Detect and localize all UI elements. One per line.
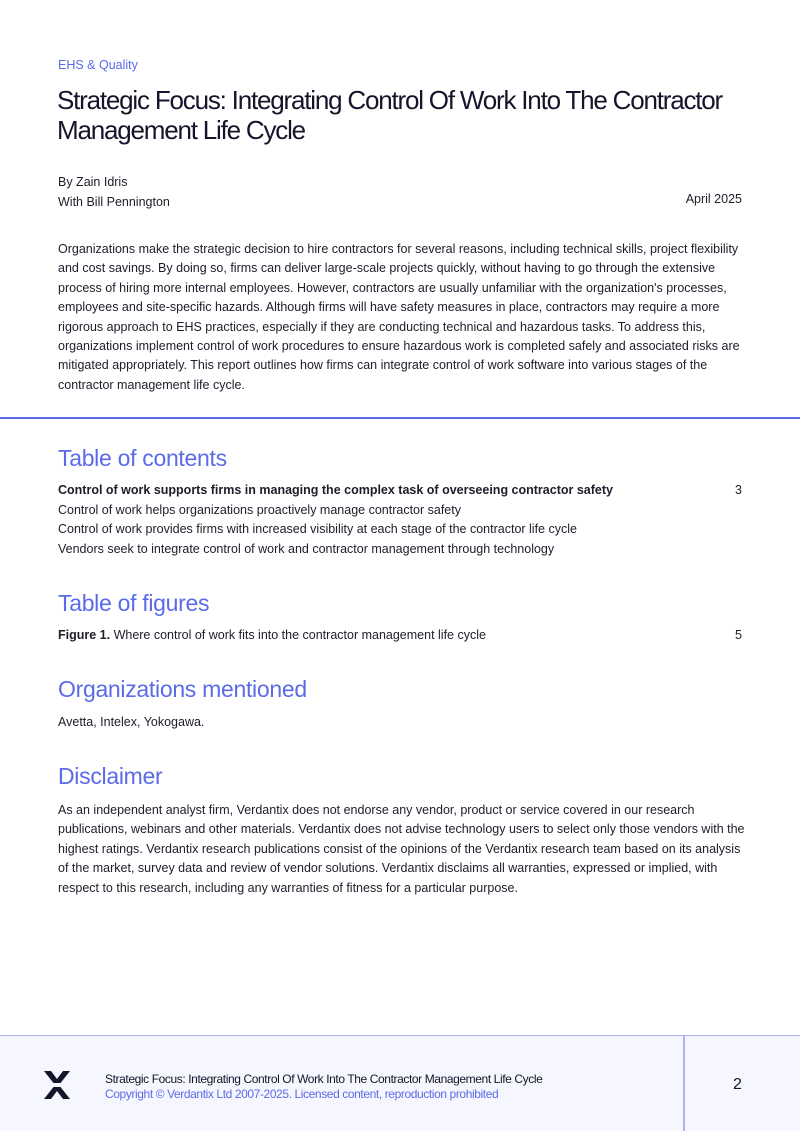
toc-item[interactable] <box>58 540 742 560</box>
publication-date: April 2025 <box>685 192 742 206</box>
toc-item-label: Control of work provides firms with increased visibility at each stage of the contractor life cycle <box>58 522 577 536</box>
toc-item-page: 3 <box>735 483 742 497</box>
organizations-heading: Organizations mentioned <box>58 676 307 702</box>
figures-heading: Table of figures <box>58 590 210 616</box>
footer-copyright: Copyright © Verdantix Ltd 2007-2025. Licensed content, reproduction prohibited <box>105 1087 499 1101</box>
figures-list <box>58 626 742 646</box>
figure-label: Figure 1. <box>58 628 111 642</box>
author: By Zain Idris <box>58 175 128 189</box>
byline <box>58 173 170 212</box>
toc-item-label: Vendors seek to integrate control of work and contractor management through technology <box>58 541 555 556</box>
report-category: EHS & Quality <box>58 58 138 72</box>
organizations-list: Avetta, Intelex, Yokogawa. <box>58 715 205 729</box>
page-number: 2 <box>733 1076 742 1093</box>
toc-heading: Table of contents <box>58 445 227 471</box>
toc-item[interactable] <box>58 520 742 540</box>
figure-title: Where control of work fits into the contractor management life cycle <box>110 628 486 642</box>
disclaimer-text: As an independent analyst firm, Verdantix does not endorse any vendor, product or service covered in our research publications, webinars and other materials. Verdantix does not advise technology users to select only those vendors with the highest ratings. Verdantix research publications consist of the opinions of the Verdantix research team based on its analysis of the market, survey data and review of vendor solutions. Verdantix disclaims all warranties, expressed or implied, with respect to this research, including any warranties of fitness for a particular purpose. <box>58 803 745 895</box>
disclaimer-heading: Disclaimer <box>58 763 163 789</box>
coauthor: With Bill Pennington <box>58 194 170 209</box>
intro-paragraph: Organizations make the strategic decision to hire contractors for several reasons, including technical skills, project flexibility and cost savings. By doing so, firms can deliver large-scale projects quickly, without having to go through the extensive process of hiring more internal employees. However, contractors are usually unfamiliar with the organization's processes, employees and site-specific hazards. Although firms will have safety measures in place, contractors may require a more rigorous approach to EHS practices, especially if they are conducting technical and hazardous tasks. To address this, organizations implement control of work procedures to ensure hazardous work is completed safely and associated risks are mitigated appropriately. This report outlines how firms can integrate control of work software into various stages of the contractor management life cycle. <box>58 242 740 392</box>
toc-list <box>58 481 742 559</box>
footer-separator <box>683 1036 685 1131</box>
toc-item[interactable] <box>58 501 742 521</box>
verdantix-x-logo-icon <box>41 1069 73 1101</box>
report-title: Strategic Focus: Integrating Control Of Work Into The Contractor Management Life Cycle <box>57 85 723 145</box>
page-footer <box>0 1035 800 1131</box>
section-divider <box>0 417 800 419</box>
figure-item[interactable] <box>58 626 742 646</box>
figure-page: 5 <box>735 628 742 642</box>
toc-item[interactable] <box>58 481 742 501</box>
footer-report-title: Strategic Focus: Integrating Control Of Work Into The Contractor Management Life Cycle <box>105 1072 543 1086</box>
toc-item-label: Control of work helps organizations proactively manage contractor safety <box>58 502 461 517</box>
toc-item-label: Control of work supports firms in managing the complex task of overseeing contractor safety <box>58 483 613 497</box>
